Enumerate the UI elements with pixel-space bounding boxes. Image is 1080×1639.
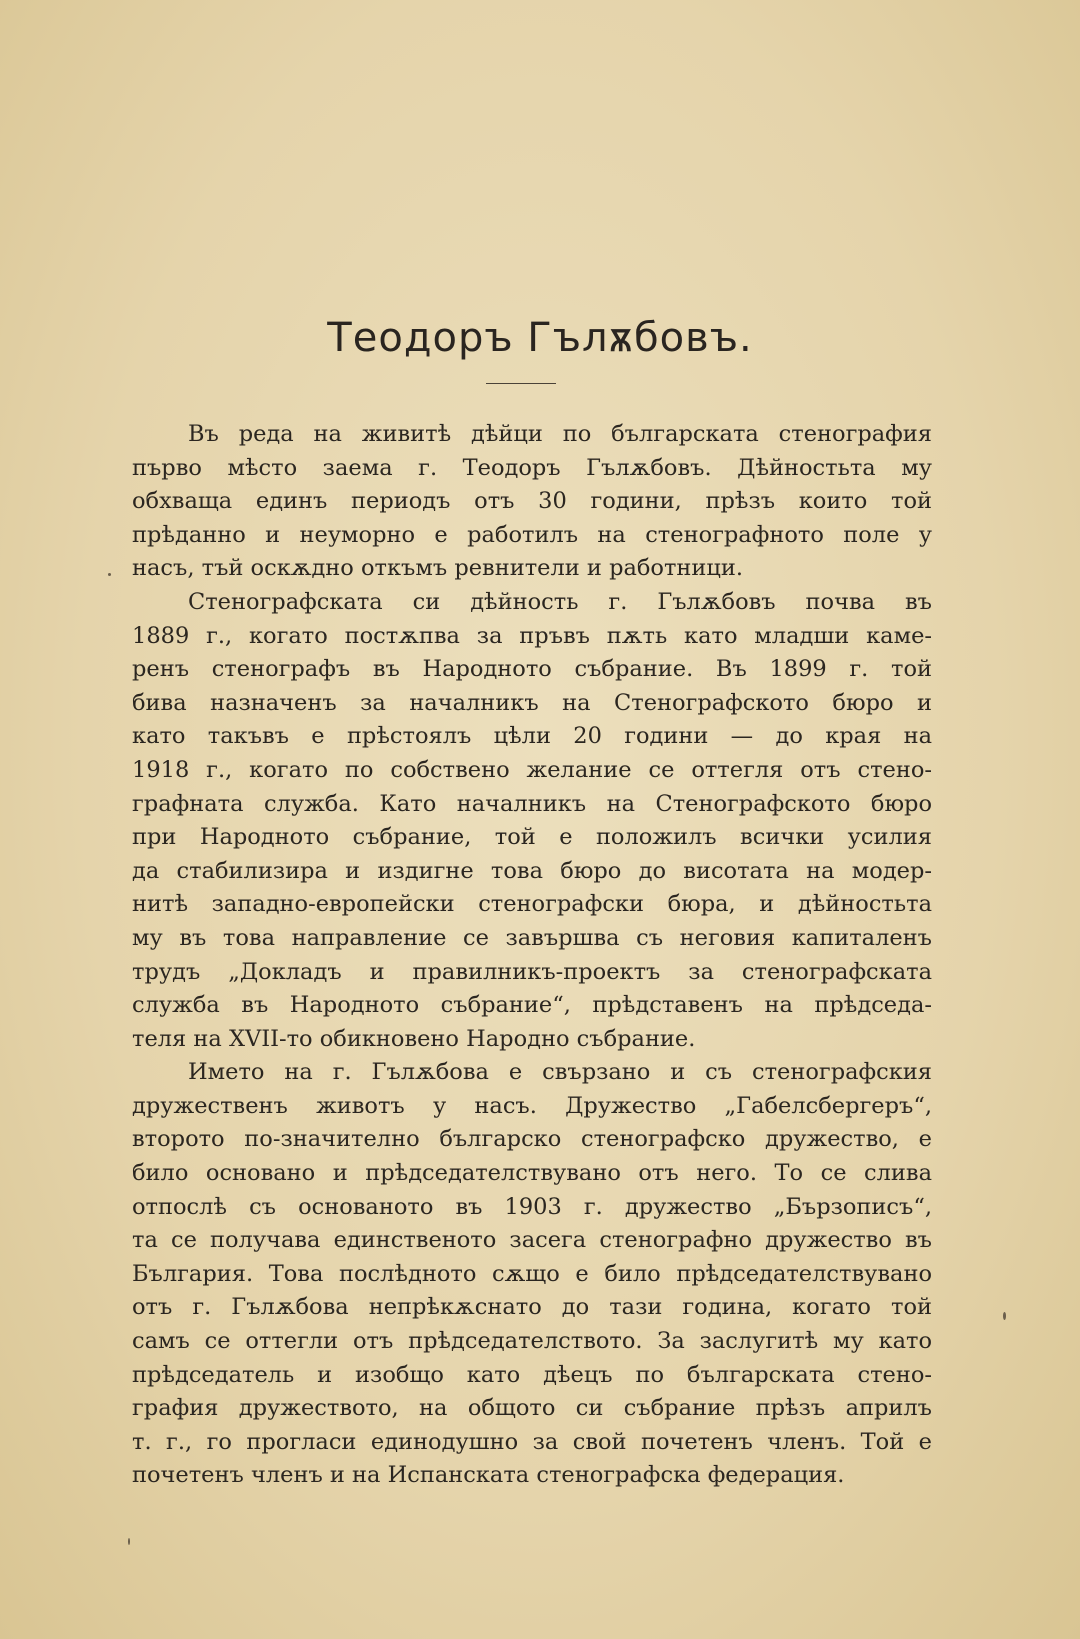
text-line: 1889 г., когато постѫпва за пръвъ пѫть като младши каме- [132, 622, 932, 649]
paper-speck [1003, 1312, 1006, 1320]
text-line: т. г., го прогласи единодушно за свой почетенъ членъ. Той е [132, 1428, 932, 1455]
text-line: Стенографската си дѣйность г. Гълѫбовъ почва въ [188, 588, 932, 615]
text-line: отпослѣ съ основаното въ 1903 г. дружество „Бързописъ“, [132, 1193, 932, 1220]
page-title: Теодоръ Гълѫбовъ. [327, 315, 753, 361]
text-line: му въ това направление се завършва съ неговия капиталенъ [132, 924, 932, 951]
text-line: теля на XVII-то обикновено Народно събрание. [132, 1025, 696, 1052]
article-body [132, 418, 932, 1493]
text-line: отъ г. Гълѫбова непрѣкѫснато до тази година, когато той [132, 1294, 932, 1321]
text-line: почетенъ членъ и на Испанската стенографска федерация. [132, 1462, 845, 1489]
paragraph-1 [132, 418, 932, 586]
text-line: дружественъ животъ у насъ. Дружество „Габелсбергеръ“, [132, 1092, 932, 1119]
text-line: ренъ стенографъ въ Народното събрание. Въ 1899 г. той [132, 656, 932, 683]
text-line: графната служба. Като началникъ на Стенографското бюро [132, 790, 932, 817]
text-line: самъ се оттегли отъ прѣдседателството. За заслугитѣ му като [132, 1328, 932, 1355]
text-line: да стабилизира и издигне това бюро до висотата на модер- [132, 857, 932, 884]
text-line: Името на г. Гълѫбова е свързано и съ стенографския [188, 1059, 932, 1086]
text-line: графия дружеството, на общото си събрание прѣзъ априлъ [132, 1395, 932, 1422]
text-line: нитѣ западно-европейски стенографски бюра, и дѣйностьта [132, 891, 932, 918]
text-line: обхваща единъ периодъ отъ 30 години, прѣзъ които той [132, 488, 932, 515]
text-line: България. Това послѣдното сѫщо е било прѣдседателствувано [132, 1260, 932, 1287]
text-line: при Народното събрание, той е положилъ всички усилия [132, 824, 932, 851]
paragraph-2 [132, 586, 932, 1056]
text-line: първо мѣсто заема г. Теодоръ Гълѫбовъ. Дѣйностьта му [132, 454, 932, 481]
text-line: прѣдседатель и изобщо като дѣецъ по българската стено- [132, 1361, 932, 1388]
text-line: 1918 г., когато по собствено желание се оттегля отъ стено- [132, 756, 932, 783]
text-line: като такъвъ е прѣстоялъ цѣли 20 години — до края на [132, 723, 932, 750]
paragraph-3 [132, 1056, 932, 1493]
text-line: Въ реда на живитѣ дѣйци по българската стенография [188, 421, 932, 447]
text-line: трудъ „Докладъ и правилникъ-проектъ за стенографската [132, 958, 932, 985]
text-line: второто по-значително българско стенографско дружество, е [132, 1126, 932, 1153]
text-line: та се получава единственото засега стенографно дружество въ [132, 1227, 932, 1254]
paper-speck [108, 573, 111, 576]
text-line: бива назначенъ за началникъ на Стенографското бюро и [132, 689, 932, 716]
text-line: насъ, тъй оскѫдно откъмъ ревнители и работници. [132, 555, 744, 582]
text-line: прѣданно и неуморно е работилъ на стенографното поле у [132, 521, 932, 548]
title-divider [486, 383, 556, 384]
paper-speck [128, 1538, 130, 1545]
text-line: било основано и прѣдседателствувано отъ него. То се слива [132, 1160, 932, 1187]
text-line: служба въ Народното събрание“, прѣдставенъ на прѣдседа- [132, 992, 932, 1019]
